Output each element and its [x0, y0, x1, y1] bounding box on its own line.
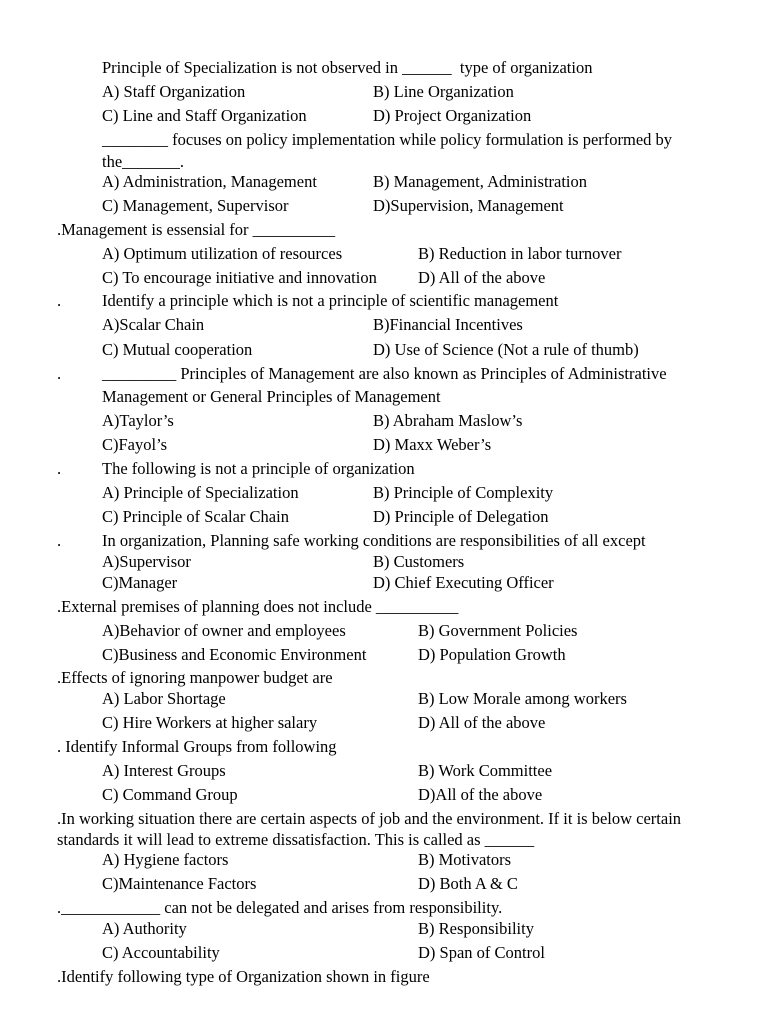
option-right: B) Customers — [373, 552, 465, 571]
option-left: C) To encourage initiative and innovation — [102, 268, 377, 287]
question-text: .In working situation there are certain aspects of job and the environment. If it is below certain — [57, 809, 682, 828]
question-text: . Identify Informal Groups from following — [57, 737, 337, 756]
option-left: A)Supervisor — [102, 552, 191, 571]
question-marker: . — [57, 531, 62, 550]
question-text: standards it will lead to extreme dissatisfaction. This is called as ______ — [57, 830, 535, 849]
question-text: Management or General Principles of Management — [102, 387, 441, 406]
option-left: C) Line and Staff Organization — [102, 106, 307, 125]
question-marker: . — [57, 364, 62, 383]
option-right: B) Management, Administration — [373, 172, 588, 191]
option-right: B) Abraham Maslow’s — [373, 411, 523, 430]
option-left: A)Scalar Chain — [102, 315, 205, 334]
option-left: A) Labor Shortage — [102, 689, 226, 708]
option-left: A) Hygiene factors — [102, 850, 229, 869]
question-text: .Identify following type of Organization shown in figure — [57, 967, 430, 986]
option-right: B) Government Policies — [418, 621, 578, 640]
question-text: .Management is essensial for __________ — [57, 220, 336, 239]
option-right: D) Use of Science (Not a rule of thumb) — [373, 340, 639, 359]
question-text: Principle of Specialization is not observed in ______ type of organization — [102, 58, 593, 77]
option-left: C)Maintenance Factors — [102, 874, 257, 893]
option-right: D) Span of Control — [418, 943, 545, 962]
option-right: D) All of the above — [418, 268, 546, 287]
option-right: D) Chief Executing Officer — [373, 573, 554, 592]
option-right: D) Maxx Weber’s — [373, 435, 492, 454]
option-right: B) Line Organization — [373, 82, 514, 101]
option-left: C) Accountability — [102, 943, 220, 962]
question-marker: . — [57, 291, 62, 310]
option-right: D)All of the above — [418, 785, 543, 804]
option-right: B) Responsibility — [418, 919, 534, 938]
option-right: B) Motivators — [418, 850, 512, 869]
option-right: D)Supervision, Management — [373, 196, 564, 215]
option-right: D) Population Growth — [418, 645, 566, 664]
option-right: D) Project Organization — [373, 106, 532, 125]
option-left: A) Authority — [102, 919, 187, 938]
option-left: A) Interest Groups — [102, 761, 226, 780]
option-left: C)Manager — [102, 573, 178, 592]
question-text: .External premises of planning does not include __________ — [57, 597, 459, 616]
option-right: B) Work Committee — [418, 761, 553, 780]
option-left: A)Behavior of owner and employees — [102, 621, 346, 640]
option-right: B) Reduction in labor turnover — [418, 244, 622, 263]
question-text: the_______. — [102, 152, 185, 171]
option-right: B) Low Morale among workers — [418, 689, 627, 708]
question-marker: . — [57, 459, 62, 478]
option-left: A)Taylor’s — [102, 411, 174, 430]
option-left: A) Staff Organization — [102, 82, 246, 101]
option-right: B)Financial Incentives — [373, 315, 523, 334]
option-left: C) Management, Supervisor — [102, 196, 289, 215]
option-left: C)Fayol’s — [102, 435, 168, 454]
option-right: D) All of the above — [418, 713, 546, 732]
option-left: C) Mutual cooperation — [102, 340, 253, 359]
question-text: The following is not a principle of organization — [102, 459, 415, 478]
option-left: A) Optimum utilization of resources — [102, 244, 343, 263]
question-text: .Effects of ignoring manpower budget are — [57, 668, 333, 687]
option-left: C) Principle of Scalar Chain — [102, 507, 289, 526]
question-text: ________ focuses on policy implementation while policy formulation is performed by — [102, 130, 673, 149]
option-right: D) Both A & C — [418, 874, 518, 893]
option-left: A) Administration, Management — [102, 172, 317, 191]
option-right: B) Principle of Complexity — [373, 483, 554, 502]
question-text: _________ Principles of Management are also known as Principles of Administrative — [102, 364, 667, 383]
option-left: A) Principle of Specialization — [102, 483, 299, 502]
question-text: .____________ can not be delegated and arises from responsibility. — [57, 898, 503, 917]
question-text: In organization, Planning safe working conditions are responsibilities of all except — [102, 531, 646, 550]
question-text: Identify a principle which is not a principle of scientific management — [102, 291, 559, 310]
option-left: C)Business and Economic Environment — [102, 645, 367, 664]
option-right: D) Principle of Delegation — [373, 507, 549, 526]
option-left: C) Command Group — [102, 785, 238, 804]
option-left: C) Hire Workers at higher salary — [102, 713, 318, 732]
